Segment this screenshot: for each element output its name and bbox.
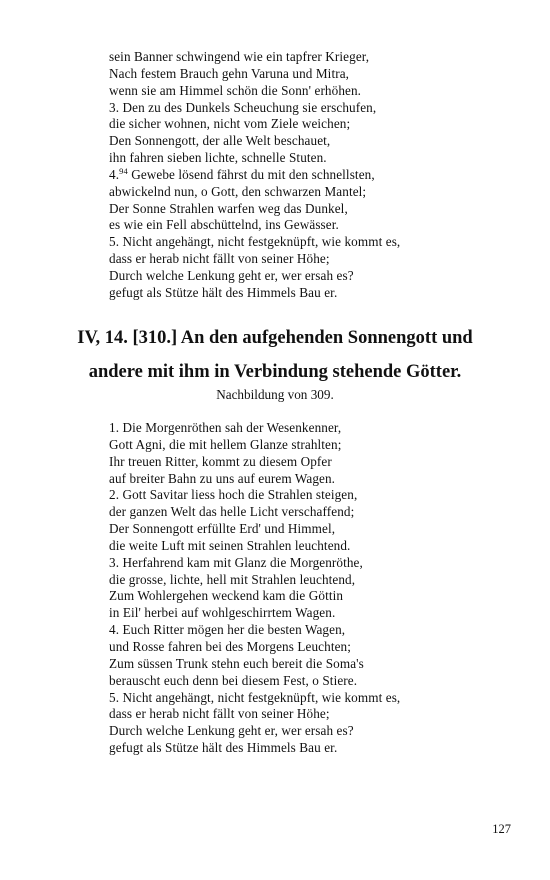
verse-line: dass er herab nicht fällt von seiner Höhe; — [109, 706, 330, 722]
verse-line: 5. Nicht angehängt, nicht festgeknüpft, wie kommt es, — [109, 234, 401, 250]
verse-line: 3. Den zu des Dunkels Scheuchung sie erschufen, — [109, 99, 377, 115]
verse-line: wenn sie am Himmel schön die Sonn' erhöhen. — [109, 82, 362, 98]
verse-line: und Rosse fahren bei des Morgens Leuchten; — [109, 638, 352, 654]
verse-line: Ihr treuen Ritter, kommt zu diesem Opfer — [109, 453, 332, 469]
heading-line: IV, 14. [310.] An den aufgehenden Sonnengott und — [77, 328, 473, 348]
verse-line: in Eil' herbei auf wohlgeschirrtem Wagen. — [109, 605, 336, 621]
verse-line: 1. Die Morgenröthen sah der Wesenkenner, — [109, 420, 342, 435]
verse-line: es wie ein Fell abschüttelnd, ins Gewässer. — [109, 217, 339, 233]
verse-line: gefugt als Stütze hält des Himmels Bau er. — [109, 284, 338, 300]
verse-line: Nach festem Brauch gehn Varuna und Mitra, — [109, 65, 350, 81]
verse-line: abwickelnd nun, o Gott, den schwarzen Mantel; — [109, 183, 367, 199]
page-number: 127 — [492, 822, 511, 836]
verse-line: Zum süssen Trunk stehn euch bereit die Soma's — [109, 655, 364, 671]
verse-line: sein Banner schwingend wie ein tapfrer Krieger, — [109, 49, 370, 64]
verse-line: Gott Agni, die mit hellem Glanze strahlten; — [109, 436, 342, 452]
verse-line: die grosse, lichte, hell mit Strahlen leuchtend, — [109, 571, 356, 587]
verse-line: 3. Herfahrend kam mit Glanz die Morgenröthe, — [109, 554, 363, 570]
hymn-subtitle: Nachbildung von 309. — [216, 387, 334, 402]
verse-line: Der Sonne Strahlen warfen weg das Dunkel, — [109, 200, 348, 216]
verse-line-with-footnote — [109, 167, 519, 184]
verse-line: 2. Gott Savitar liess hoch die Strahlen steigen, — [109, 487, 358, 503]
stanza-number: 4. — [109, 166, 120, 182]
verse-line: der ganzen Welt das helle Licht verschaffend; — [109, 504, 355, 520]
verse-line: 5. Nicht angehängt, nicht festgeknüpft, wie kommt es, — [109, 689, 401, 705]
verse-line: die weite Luft mit seinen Strahlen leuchtend. — [109, 537, 351, 553]
verse-line: auf breiter Bahn zu uns auf eurem Wagen. — [109, 470, 336, 486]
verse-line: Den Sonnengott, der alle Welt beschauet, — [109, 133, 331, 149]
verse-line: 4. Euch Ritter mögen her die besten Wagen, — [109, 622, 346, 638]
poem-continuation — [109, 49, 519, 302]
verse-line: berauscht euch denn bei diesem Fest, o Stiere. — [109, 672, 358, 688]
verse-line: gefugt als Stütze hält des Himmels Bau er. — [109, 740, 338, 756]
poem-body — [109, 420, 519, 757]
footnote-reference[interactable]: 94 — [119, 165, 128, 176]
verse-line: ihn fahren sieben lichte, schnelle Stuten. — [109, 150, 327, 166]
verse-line: die sicher wohnen, nicht vom Ziele weichen; — [109, 116, 351, 132]
verse-text: Gewebe lösend fährst du mit den schnellsten, — [127, 166, 375, 182]
verse-line: Durch welche Lenkung geht er, wer ersah es? — [109, 723, 354, 739]
verse-line: Durch welche Lenkung geht er, wer ersah es? — [109, 267, 354, 283]
heading-line: andere mit ihm in Verbindung stehende Götter. — [88, 362, 462, 382]
verse-line: dass er herab nicht fällt von seiner Höhe; — [109, 251, 330, 267]
verse-line: Zum Wohlergehen weckend kam die Göttin — [109, 588, 344, 604]
verse-line: Der Sonnengott erfüllte Erd' und Himmel, — [109, 521, 336, 537]
hymn-heading — [0, 323, 550, 387]
